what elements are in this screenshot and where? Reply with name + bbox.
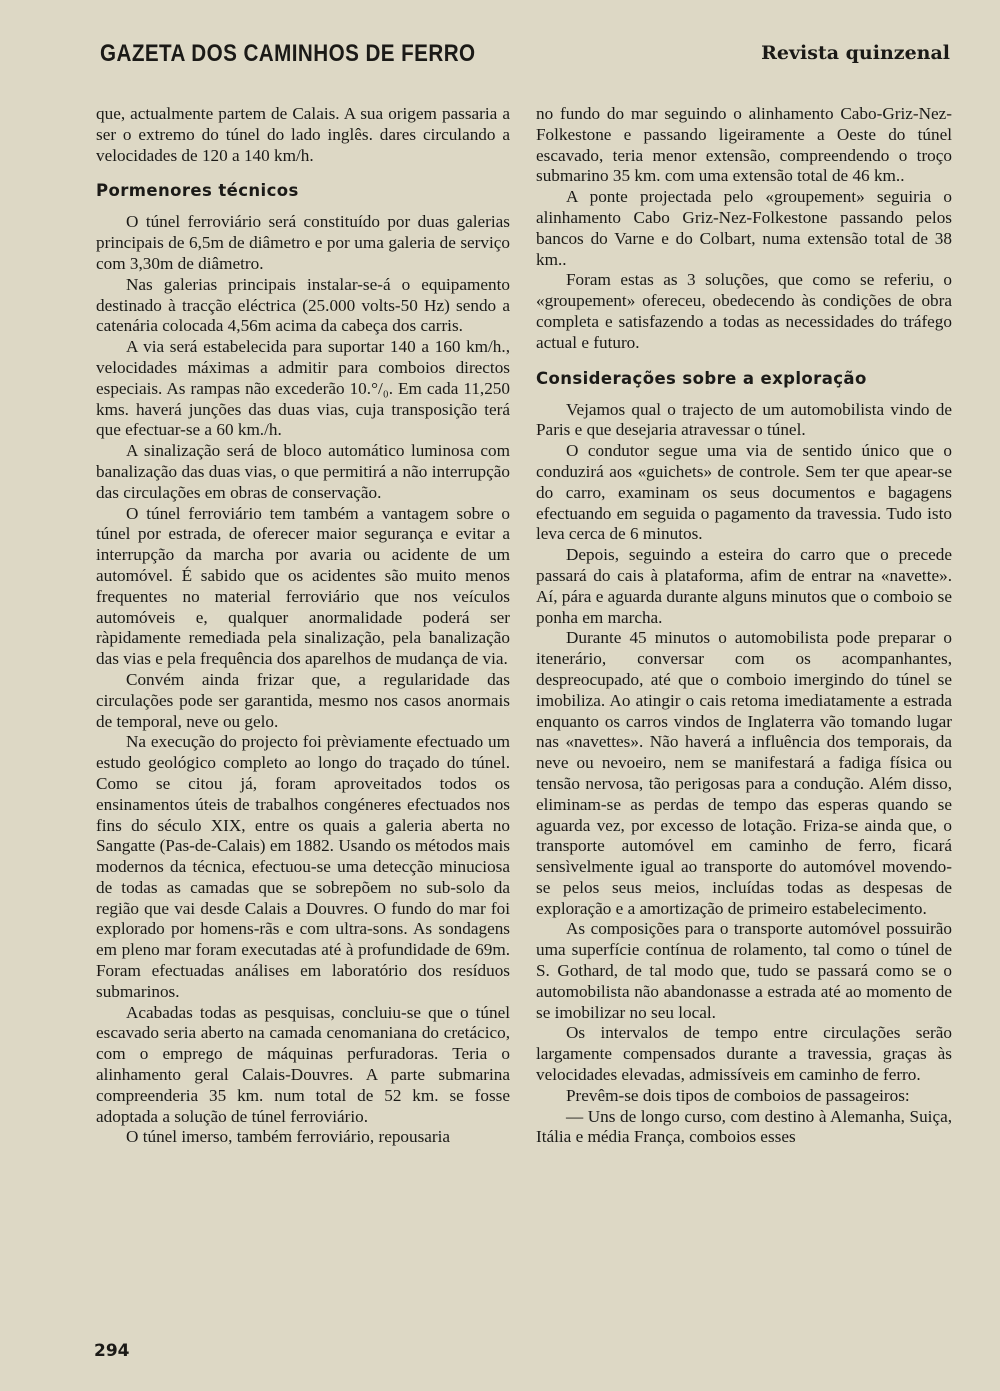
paragraph: no fundo do mar seguindo o alinhamento Cabo-Griz-Nez-Folkestone e passando ligeiramente a Oeste do túnel escavado, teria menor extensão, compreendendo o troço submarino 35 km. com uma extensão total de 46 km.. [536,104,952,186]
paragraph: Convém ainda frizar que, a regularidade das circulações pode ser garantida, mesmo nos casos anormais de temporal, neve ou gelo. [96,669,510,731]
paragraph: Depois, seguindo a esteira do carro que o precede passará do cais à plataforma, afim de entrar na «navette». Aí, pára e aguarda durante alguns minutos que o comboio se ponha em marcha. [536,545,952,627]
page-number: 294 [94,1341,130,1361]
paragraph: A sinalização será de bloco automático luminosa com banalização das duas vias, o que permitirá a não interrupção das circulações em obras de conservação. [96,441,510,502]
paragraph: A ponte projectada pelo «groupement» seguiria o alinhamento Cabo Griz-Nez-Folkestone passando pelos bancos do Varne e do Colbart, numa extensão total de 38 km.. [536,187,952,269]
paragraph: O túnel imerso, também ferroviário, repousaria [126,1127,451,1147]
issue-type-label: Revista quinzenal [761,42,950,64]
paragraph: O túnel ferroviário tem também a vantagem sobre o túnel por estrada, de oferecer maior segurança e evitar a interrupção da marcha por avaria ou acidente de um automóvel. É sabido que os acidentes são muito menos frequentes no material ferroviário que nos veículos automóveis e, qualquer anormalidade poderá ser ràpidamente remediada pela sinalização, pela banalização das vias e pela frequência dos aparelhos de mudança de via. [96,503,510,669]
masthead-title: GAZETA DOS CAMINHOS DE FERRO [100,40,476,67]
paragraph: que, actualmente partem de Calais. A sua origem passaria a ser o extremo do túnel do lado inglês. dares circulando a velocidades de 120 a 140 km/h. [96,104,510,165]
paragraph: — Uns de longo curso, com destino à Alemanha, Suiça, Itália e média França, comboios esses [536,1106,952,1147]
paragraph: Foram estas as 3 soluções, que como se referiu, o «groupement» ofereceu, obedecendo às condições de obra completa e satisfazendo a todas as necessidades do tráfego actual e futuro. [536,270,952,352]
section-heading: Considerações sobre a exploração [536,368,867,388]
section-heading: Pormenores técnicos [96,181,299,201]
paragraph: Vejamos qual o trajecto de um automobilista vindo de Paris e que desejaria atravessar o túnel. [536,399,952,440]
right-text-column [536,104,952,1148]
running-header [100,40,950,74]
paragraph: As composições para o transporte automóvel possuirão uma superfície contínua de rolamento, tal como o túnel de S. Gothard, de tal modo que, tudo se passará como se o automobilista não abandonasse a estrada até ao momento de se imobilizar no seu local. [536,919,952,1022]
paragraph: Acabadas todas as pesquisas, concluiu-se que o túnel escavado seria aberto na camada cenomaniana do cretácico, com o emprego de máquinas perfuradoras. Teria o alinhamento geral Calais-Douvres. A parte submarina compreenderia 35 km. num total de 52 km. se fosse adoptada a solução de túnel ferroviário. [96,1002,510,1126]
paragraph: O condutor segue uma via de sentido único que o conduzirá aos «guichets» de controle. Sem ter que apear-se do carro, examinam os seus documentos e bagagens efectuando em seguida o pagamento da travessia. Tudo isto leva cerca de 6 minutos. [536,441,952,544]
paragraph: A via será estabelecida para suportar 140 a 160 km/h., velocidades máximas a admitir para comboios directos especiais. As rampas não excederão 10.°/₀. Em cada 11,250 kms. haverá junções das duas vias, cuja transposição terá que efectuar-se a 60 km./h. [96,337,510,440]
paragraph: Na execução do projecto foi prèviamente efectuado um estudo geológico completo ao longo do traçado do túnel. Como se citou já, foram aproveitados todos os ensinamentos úteis de trabalhos congéneres efectuados nos fins do século XIX, entre os quais a galeria aberta no Sangatte (Pas-de-Calais) em 1882. Usando os métodos mais modernos da técnica, efectuou-se uma detecção minuciosa de todas as camadas que se sobrepõem no sub-solo da região que vai desde Calais a Douvres. O fundo do mar foi explorado por homens-rãs e com ultra-sons. As sondagens em pleno mar foram executadas até à profundidade de 69m. Foram efectuadas análises em laboratório dos resíduos submarinos. [96,732,510,1001]
paragraph: Durante 45 minutos o automobilista pode preparar o itenerário, conversar com os acompanhantes, despreocupado, até que o comboio imergindo do túnel se imobiliza. Ao atingir o cais retoma imediatamente a estrada enquanto os carros vindos de Inglaterra vão tomando lugar nas «navettes». Não haverá a influência dos temporais, da neve ou nevoeiro, nem se manifestará a fadiga física ou tensão nervosa, tão perigosas para a condução. Além disso, eliminam-se as perdas de tempo das esperas quando se aguarda vez, por excesso de lotação. Friza-se ainda que, o transporte automóvel em caminho de ferro, ficará sensìvelmente igual ao transporte do automóvel movendo-se pelos seus meios, incluídas todas as despesas de exploração e a amortização de primeiro estabelecimento. [536,628,952,918]
paragraph: Nas galerias principais instalar-se-á o equipamento destinado à tracção eléctrica (25.000 volts-50 Hz) sendo a catenária colocada 4,56m acima da cabeça dos carris. [96,274,510,336]
paragraph: Prevêm-se dois tipos de comboios de passageiros: [566,1085,910,1105]
paragraph: Os intervalos de tempo entre circulações serão largamente compensados durante a travessia, graças às velocidades elevadas, admissíveis em caminho de ferro. [536,1023,952,1085]
paragraph: O túnel ferroviário será constituído por duas galerias principais de 6,5m de diâmetro e por uma galeria de serviço com 3,30m de diâmetro. [96,212,510,273]
left-text-column [96,104,510,1148]
